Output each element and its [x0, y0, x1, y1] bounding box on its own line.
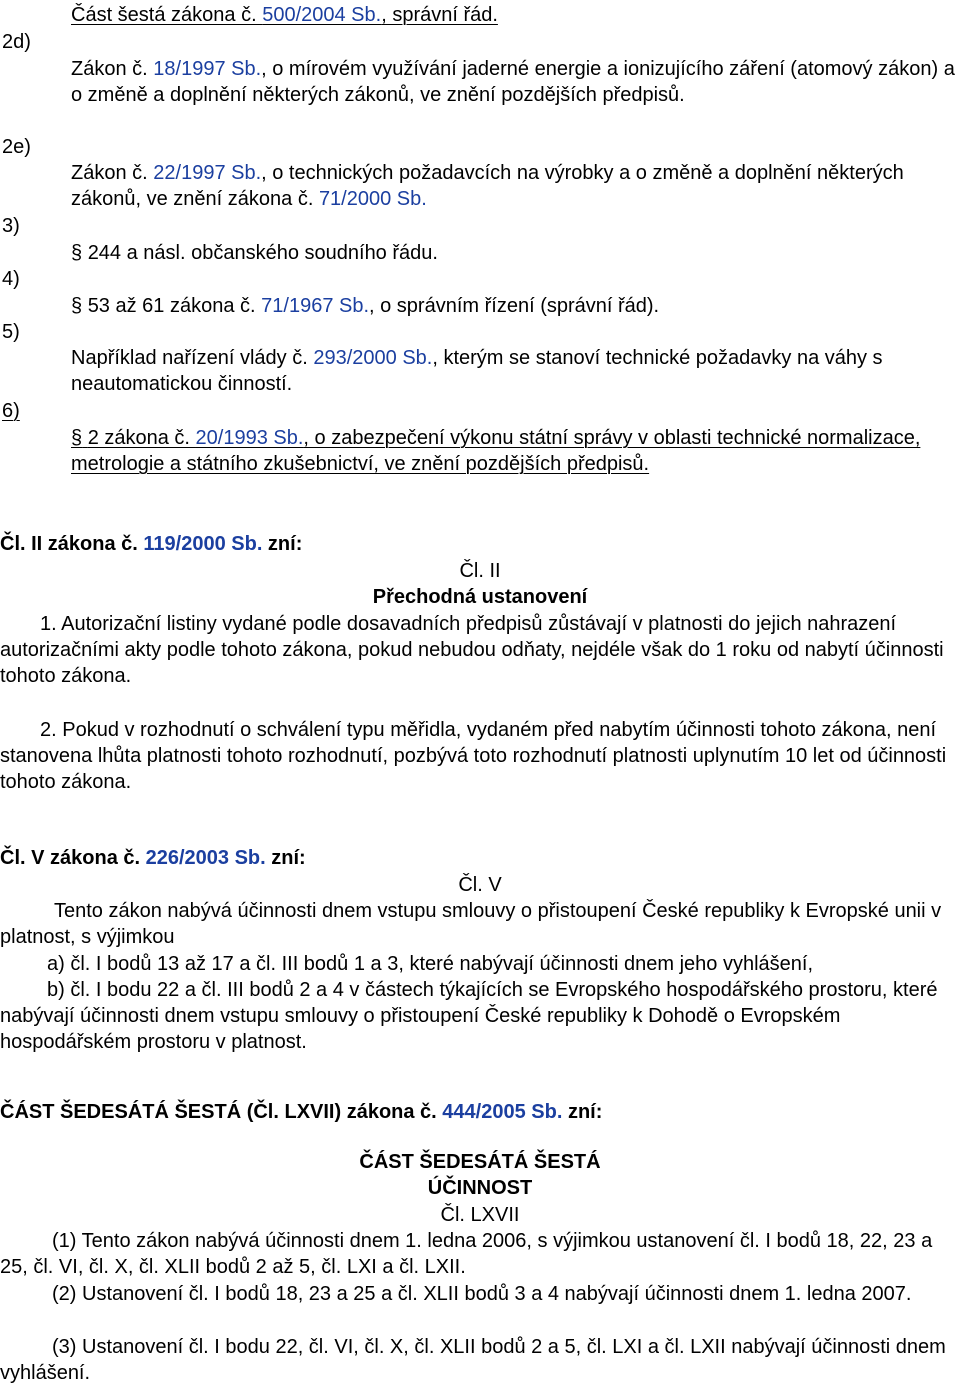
footnote-4-text: § 53 až 61 zákona č. 71/1967 Sb., o správním řízení (správní řád). [71, 295, 660, 317]
law-link[interactable]: 71/1967 Sb. [261, 295, 370, 317]
sec3-paragraph-3: (3) Ustanovení čl. I bodu 22, čl. VI, čl. X, čl. XLII bodů 2 a 5, čl. LXI a čl. LXII nabývají účinnosti dnem vyhlášení. [0, 1336, 946, 1384]
footnote-mark-2e: 2e) [2, 136, 31, 158]
sec1-paragraph-2: 2. Pokud v rozhodnutí o schválení typu měřidla, vydaném před nabytím účinnosti tohoto zákona, není stanovena lhůta platnosti tohoto rozhodnutí, pozbývá toto rozhodnutí platnosti uplynutím 10 let od účinnosti tohoto zákona. [0, 719, 947, 793]
sec1-title: Přechodná ustanovení [372, 586, 588, 608]
footnote-mark-3: 3) [2, 215, 20, 237]
section-symbol: § [71, 242, 83, 264]
sec2-article: Čl. V [458, 874, 502, 896]
sec1-article: Čl. II [459, 560, 501, 582]
law-link[interactable]: 226/2003 Sb. [145, 847, 266, 869]
sec3-heading: ČÁST ŠEDESÁTÁ ŠESTÁ (Čl. LXVII) zákona č. 444/2005 Sb. zní: [0, 1101, 603, 1123]
footnote-top-line: Část šestá zákona č. 500/2004 Sb., správní řád. [71, 4, 498, 26]
sec1-paragraph-1: 1. Autorizační listiny vydané podle dosavadních předpisů zůstávají v platnosti do jejich nahrazení autorizačními akty podle tohoto zákona, pokud nebudou odňaty, nejdéle však do 1 roku od nabytí účinnosti tohoto zákona. [0, 613, 944, 687]
footnote-5-text: Například nařízení vlády č. 293/2000 Sb., kterým se stanoví technické požadavky na váhy s neautomatickou činností. [71, 347, 883, 395]
sec3-article: Čl. LXVII [440, 1204, 520, 1226]
section-symbol: § [71, 427, 83, 449]
footnote-3-text: § 244 a násl. občanského soudního řádu. [71, 242, 438, 264]
law-link[interactable]: 119/2000 Sb. [143, 533, 263, 555]
footnote-2e-text: Zákon č. 22/1997 Sb., o technických požadavcích na výrobky a o změně a doplnění některých zákonů, ve znění zákona č. 71/2000 Sb. [71, 162, 904, 210]
law-link[interactable]: 18/1997 Sb. [153, 58, 262, 80]
sec3-part: ČÁST ŠEDESÁTÁ ŠESTÁ [359, 1151, 601, 1173]
sec3-paragraph-2: (2) Ustanovení čl. I bodů 18, 23 a 25 a čl. XLII bodů 3 a 4 nabývají účinnosti dnem 1. ledna 2007. [52, 1283, 912, 1305]
law-link[interactable]: 71/2000 Sb. [318, 188, 427, 210]
sec2-heading: Čl. V zákona č. 226/2003 Sb. zní: [0, 847, 306, 869]
footnote-2d-text: Zákon č. 18/1997 Sb., o mírovém využívání jaderné energie a ionizujícího záření (atomový zákon) a o změně a doplnění některých zákonů, ve znění pozdějších předpisů. [71, 58, 955, 106]
sec3-title: ÚČINNOST [427, 1177, 533, 1199]
sec1-heading: Čl. II zákona č. 119/2000 Sb. zní: [0, 533, 303, 555]
sec2-paragraph-1: Tento zákon nabývá účinnosti dnem vstupu smlouvy o přistoupení České republiky k Evropské unii v platnost, s výjimkou [0, 900, 942, 948]
footnote-mark-5: 5) [2, 321, 20, 343]
footnote-mark-2d: 2d) [2, 31, 31, 53]
sec3-paragraph-1: (1) Tento zákon nabývá účinnosti dnem 1. ledna 2006, s výjimkou ustanovení čl. I bodů 18, 22, 23 a 25, čl. VI, čl. X, čl. XLII bodů 2 až 5, čl. LXI a čl. LXII. [0, 1230, 933, 1278]
law-link[interactable]: 500/2004 Sb. [262, 4, 382, 26]
law-link[interactable]: 444/2005 Sb. [442, 1101, 563, 1123]
footnote-mark-6: 6) [2, 400, 20, 422]
sec2-item-a: a) čl. I bodů 13 až 17 a čl. III bodů 1 a 3, které nabývají účinnosti dnem jeho vyhlášení, [47, 953, 814, 975]
law-link[interactable]: 20/1993 Sb. [195, 427, 304, 449]
law-link[interactable]: 22/1997 Sb. [153, 162, 262, 184]
footnote-mark-4: 4) [2, 268, 20, 290]
section-symbol: § [71, 295, 83, 317]
law-link[interactable]: 293/2000 Sb. [313, 347, 433, 369]
footnote-6-text: § 2 zákona č. 20/1993 Sb., o zabezpečení výkonu státní správy v oblasti technické normalizace, metrologie a státního zkušebnictví, ve znění pozdějších předpisů. [71, 427, 921, 475]
sec2-item-b: b) čl. I bodu 22 a čl. III bodů 2 a 4 v částech týkajících se Evropského hospodářského prostoru, které nabývají účinnosti dnem vstupu smlouvy o přistoupení České republiky k Dohodě o Evropském hospodářském prostoru v platnost. [0, 979, 938, 1053]
